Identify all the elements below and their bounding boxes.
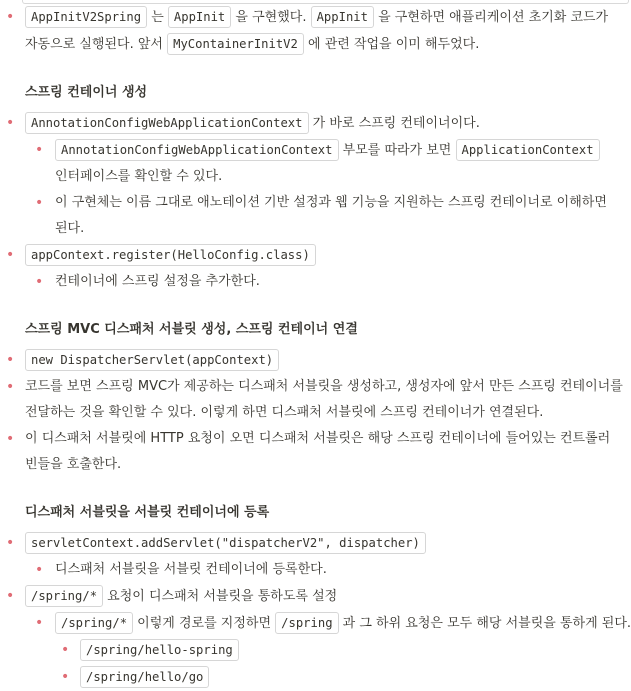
bullet: •: [35, 562, 44, 578]
bullet: •: [35, 274, 44, 290]
inline-code: AppInitV2Spring: [25, 6, 147, 28]
list-item: • 이 디스패처 서블릿에 HTTP 요청이 오면 디스패처 서블릿은 해당 스프링 컨테이너에 들어있는 컨트롤러 빈들을 호출한다.: [0, 426, 631, 478]
list-item: [0, 242, 631, 269]
bullet: •: [35, 142, 44, 158]
list-item: [0, 664, 631, 691]
inline-code: MyContainerInitV2: [167, 33, 304, 55]
inline-code: /spring/*: [25, 585, 103, 607]
intro-line-2: 자동으로 실행된다. 앞서 MyContainerInitV2 에 관련 작업을 이미 해두었다.: [25, 31, 631, 58]
bullet: •: [6, 588, 15, 604]
bullet: •: [6, 115, 15, 131]
bullet: •: [6, 379, 15, 395]
bullet: •: [6, 247, 15, 263]
bullet: •: [6, 352, 15, 368]
document-body: [0, 4, 631, 691]
inline-code: /spring/hello-spring: [80, 639, 239, 661]
bullet: •: [6, 535, 15, 551]
list-item: • /spring/* 이렇게 경로를 지정하면 /spring 과 그 하위 요청은 모두 해당 서블릿을 통하게 된다.: [0, 610, 631, 637]
list-item: • 이 구현체는 이름 그대로 애노테이션 기반 설정과 웹 기능을 지원하는 스프링 컨테이너로 이해하면 된다.: [0, 190, 631, 242]
list-item: [0, 530, 631, 557]
list-item: • AnnotationConfigWebApplicationContext 가 바로 스프링 컨테이너이다.: [0, 110, 631, 137]
section-heading: 스프링 컨테이너 생성: [25, 85, 148, 100]
inline-code: /spring: [275, 612, 338, 634]
list-item: • 컨테이너에 스프링 설정을 추가한다.: [0, 269, 631, 295]
list-item: • /spring/* 요청이 디스패처 서블릿을 통하도록 설정: [0, 583, 631, 610]
inline-code: new DispatcherServlet(appContext): [25, 349, 279, 371]
inline-code: /spring/*: [55, 612, 133, 634]
bullet: •: [6, 431, 15, 447]
inline-code: AppInit: [168, 6, 231, 28]
list-item: • 코드를 보면 스프링 MVC가 제공하는 디스패처 서블릿을 생성하고, 생성자에 앞서 만든 스프링 컨테이너를 전달하는 것을 확인할 수 있다. 이렇게 하면 디스패처 서블릿에 스프링 컨테이너가 연결된다.: [0, 374, 631, 426]
section-heading: 디스패처 서블릿을 서블릿 컨테이너에 등록: [25, 505, 270, 520]
intro-line-1: AppInitV2Spring 는 AppInit 을 구현했다. AppInit 을 구현하면 애플리케이션 초기화 코드가: [25, 10, 608, 25]
inline-code: servletContext.addServlet("dispatcherV2", dispatcher): [25, 532, 426, 554]
list-item: • AnnotationConfigWebApplicationContext 부모를 따라가 보면 ApplicationContext 인터페이스를 확인할 수 있다.: [0, 137, 631, 190]
inline-code: AnnotationConfigWebApplicationContext: [55, 139, 339, 161]
bullet: •: [6, 9, 15, 25]
list-item: [0, 637, 631, 664]
section-heading: 스프링 MVC 디스패처 서블릿 생성, 스프링 컨테이너 연결: [25, 322, 358, 337]
bullet: •: [61, 642, 70, 658]
inline-code: appContext.register(HelloConfig.class): [25, 244, 316, 266]
bullet: •: [35, 195, 44, 211]
inline-code: AnnotationConfigWebApplicationContext: [25, 112, 309, 134]
bullet: •: [61, 669, 70, 685]
inline-code: AppInit: [311, 6, 374, 28]
list-item: [0, 4, 631, 58]
list-item: [0, 347, 631, 374]
list-item: • 디스패처 서블릿을 서블릿 컨테이너에 등록한다.: [0, 557, 631, 583]
bullet: •: [35, 615, 44, 631]
inline-code: /spring/hello/go: [80, 666, 209, 688]
inline-code: ApplicationContext: [456, 139, 600, 161]
